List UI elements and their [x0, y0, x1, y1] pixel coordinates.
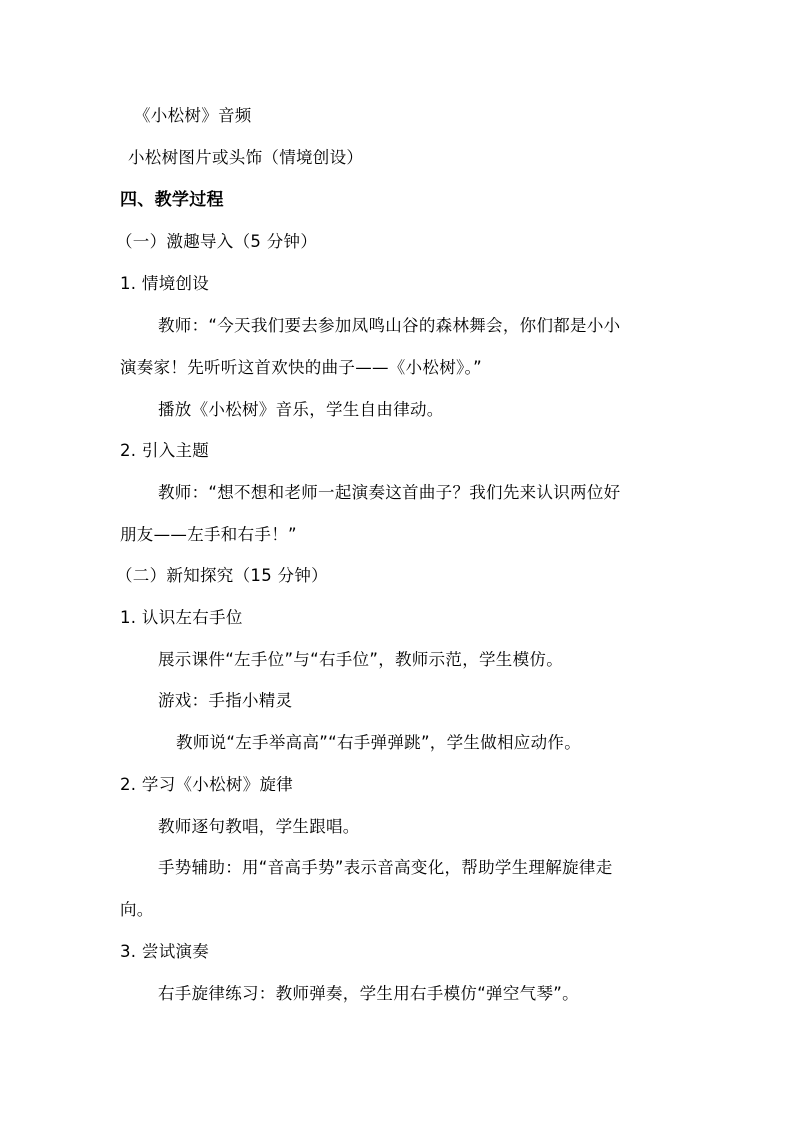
part1-item2-para1-line2: 朋友——左手和右手！” — [120, 525, 297, 544]
part2-item2-para1: 教师逐句教唱，学生跟唱。 — [158, 817, 360, 836]
part2-item3-para1: 右手旋律练习：教师弹奏，学生用右手模仿“弹空气琴”。 — [158, 984, 579, 1003]
part2-item1-title: 1. 认识左右手位 — [120, 608, 243, 627]
part1-item2-para1-line1: 教师：“想不想和老师一起演奏这首曲子？我们先来认识两位好 — [158, 483, 621, 502]
material-audio: 《小松树》音频 — [134, 106, 252, 125]
part2-heading: （二）新知探究（15 分钟） — [116, 566, 328, 585]
part2-item1-para3: 教师说“左手举高高”“右手弹弹跳”，学生做相应动作。 — [176, 733, 581, 752]
part2-item2-title: 2. 学习《小松树》旋律 — [120, 775, 294, 794]
part1-heading: （一）激趣导入（5 分钟） — [116, 232, 318, 251]
part1-item1-title: 1. 情境创设 — [120, 274, 210, 293]
part2-item1-para1: 展示课件“左手位”与“右手位”，教师示范，学生模仿。 — [158, 650, 563, 669]
part1-item1-para1-line2: 演奏家！先听听这首欢快的曲子——《小松树》。” — [120, 358, 482, 377]
material-picture: 小松树图片或头饰（情境创设） — [128, 148, 364, 167]
part1-item2-title: 2. 引入主题 — [120, 441, 210, 460]
part2-item1-para2: 游戏：手指小精灵 — [158, 691, 293, 710]
section-title: 四、教学过程 — [120, 190, 224, 210]
part2-item3-title: 3. 尝试演奏 — [120, 942, 210, 961]
part1-item1-para2: 播放《小松树》音乐，学生自由律动。 — [158, 400, 444, 419]
part2-item2-para2-line1: 手势辅助：用“音高手势”表示音高变化，帮助学生理解旋律走 — [158, 858, 613, 877]
part2-item2-para2-line2: 向。 — [120, 900, 154, 919]
part1-item1-para1-line1: 教师：“今天我们要去参加凤鸣山谷的森林舞会，你们都是小小 — [158, 316, 621, 335]
